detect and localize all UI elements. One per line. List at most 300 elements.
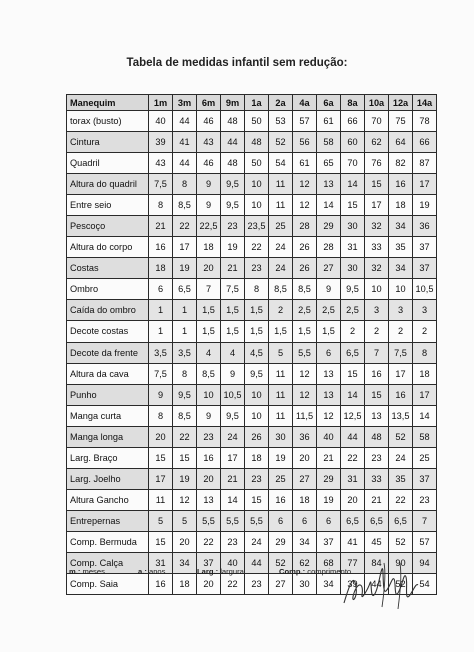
table-cell: 5,5	[197, 510, 221, 531]
table-row	[67, 300, 437, 321]
table-cell: 10	[365, 279, 389, 300]
table-cell: 10	[245, 405, 269, 426]
table-cell: 34	[389, 258, 413, 279]
table-cell: 6	[317, 510, 341, 531]
table-cell: 7,5	[389, 342, 413, 363]
table-row	[67, 111, 437, 132]
table-cell: 40	[149, 111, 173, 132]
table-cell: 37	[413, 258, 437, 279]
table-cell: 46	[197, 111, 221, 132]
table-cell: 70	[365, 111, 389, 132]
row-label: Decote costas	[67, 321, 149, 342]
table-body	[67, 111, 437, 595]
table-cell: 53	[269, 111, 293, 132]
table-cell: 9	[197, 195, 221, 216]
table-cell: 15	[173, 447, 197, 468]
table-cell: 3,5	[173, 342, 197, 363]
table-cell: 17	[173, 237, 197, 258]
column-header-6a: 6a	[317, 95, 341, 111]
table-cell: 18	[293, 489, 317, 510]
table-row	[67, 153, 437, 174]
table-cell: 22	[221, 574, 245, 595]
table-cell: 11	[149, 489, 173, 510]
table-cell: 6	[317, 342, 341, 363]
table-row	[67, 342, 437, 363]
table-cell: 31	[341, 237, 365, 258]
row-label: Caída do ombro	[67, 300, 149, 321]
table-cell: 2,5	[293, 300, 317, 321]
row-label: Ombro	[67, 279, 149, 300]
table-cell: 23	[221, 216, 245, 237]
row-label: Comp. Saia	[67, 574, 149, 595]
table-cell: 1	[149, 321, 173, 342]
table-cell: 17	[389, 363, 413, 384]
table-cell: 5,5	[293, 342, 317, 363]
table-cell: 15	[341, 195, 365, 216]
table-cell: 11	[269, 405, 293, 426]
table-cell: 76	[365, 153, 389, 174]
measurements-table	[66, 94, 437, 595]
table-cell: 2,5	[317, 300, 341, 321]
table-cell: 16	[149, 574, 173, 595]
table-cell: 8	[149, 405, 173, 426]
table-cell: 22	[173, 426, 197, 447]
table-cell: 25	[413, 447, 437, 468]
table-cell: 25	[269, 468, 293, 489]
table-cell: 64	[389, 132, 413, 153]
table-cell: 7	[197, 279, 221, 300]
column-header-1a: 1a	[245, 95, 269, 111]
table-cell: 1,5	[245, 321, 269, 342]
table-cell: 23	[221, 531, 245, 552]
table-cell: 12	[317, 405, 341, 426]
table-cell: 50	[245, 111, 269, 132]
table-cell: 41	[341, 531, 365, 552]
table-row	[67, 384, 437, 405]
table-cell: 36	[413, 216, 437, 237]
table-cell: 35	[389, 237, 413, 258]
table-cell: 52	[389, 574, 413, 595]
table-cell: 28	[293, 216, 317, 237]
table-cell: 2	[413, 321, 437, 342]
row-label: Manga longa	[67, 426, 149, 447]
table-cell: 3,5	[149, 342, 173, 363]
table-cell: 14	[221, 489, 245, 510]
table-cell: 56	[293, 132, 317, 153]
table-cell: 18	[245, 447, 269, 468]
page-title: Tabela de medidas infantil sem redução:	[126, 57, 348, 69]
table-cell: 58	[317, 132, 341, 153]
table-cell: 22	[389, 489, 413, 510]
table-cell: 1,5	[269, 321, 293, 342]
table-cell: 7	[365, 342, 389, 363]
table-cell: 12	[173, 489, 197, 510]
table-cell: 5,5	[245, 510, 269, 531]
table-row	[67, 279, 437, 300]
row-label: Altura Gancho	[67, 489, 149, 510]
table-cell: 20	[149, 426, 173, 447]
row-label: Entrepernas	[67, 510, 149, 531]
table-cell: 43	[197, 132, 221, 153]
column-header-6m: 6m	[197, 95, 221, 111]
table-cell: 30	[293, 574, 317, 595]
table-cell: 31	[149, 552, 173, 573]
row-label: Quadril	[67, 153, 149, 174]
table-cell: 61	[293, 153, 317, 174]
table-cell: 6,5	[341, 342, 365, 363]
table-cell: 10,5	[413, 279, 437, 300]
table-cell: 5	[173, 510, 197, 531]
table-cell: 44	[173, 111, 197, 132]
table-cell: 34	[389, 216, 413, 237]
table-cell: 29	[317, 468, 341, 489]
row-label: Entre seio	[67, 195, 149, 216]
table-cell: 10	[389, 279, 413, 300]
table-cell: 9	[149, 384, 173, 405]
table-cell: 21	[221, 258, 245, 279]
table-cell: 37	[413, 468, 437, 489]
table-cell: 45	[365, 531, 389, 552]
table-cell: 17	[221, 447, 245, 468]
table-cell: 20	[197, 258, 221, 279]
table-row	[67, 174, 437, 195]
table-cell: 12	[293, 174, 317, 195]
table-row	[67, 195, 437, 216]
table-cell: 2	[365, 321, 389, 342]
table-cell: 1,5	[317, 321, 341, 342]
table-cell: 18	[197, 237, 221, 258]
table-cell: 4	[197, 342, 221, 363]
table-cell: 26	[293, 258, 317, 279]
table-cell: 61	[317, 111, 341, 132]
table-cell: 1	[149, 300, 173, 321]
table-cell: 78	[413, 111, 437, 132]
table-cell: 6,5	[389, 510, 413, 531]
table-cell: 6	[149, 279, 173, 300]
table-cell: 30	[269, 426, 293, 447]
table-cell: 10,5	[221, 384, 245, 405]
table-cell: 22	[173, 216, 197, 237]
table-cell: 11	[269, 384, 293, 405]
table-cell: 25	[269, 216, 293, 237]
table-cell: 22	[245, 237, 269, 258]
table-cell: 44	[365, 574, 389, 595]
column-header-14a: 14a	[413, 95, 437, 111]
table-row	[67, 489, 437, 510]
table-cell: 23,5	[245, 216, 269, 237]
table-cell: 19	[413, 195, 437, 216]
table-cell: 37	[197, 552, 221, 573]
table-row	[67, 426, 437, 447]
table-cell: 5	[269, 342, 293, 363]
table-cell: 40	[317, 426, 341, 447]
table-row	[67, 405, 437, 426]
table-cell: 19	[269, 447, 293, 468]
table-cell: 21	[149, 216, 173, 237]
table-cell: 12,5	[341, 405, 365, 426]
table-row	[67, 363, 437, 384]
row-label: Altura do corpo	[67, 237, 149, 258]
table-cell: 2	[389, 321, 413, 342]
column-header-3m: 3m	[173, 95, 197, 111]
table-cell: 26	[245, 426, 269, 447]
table-cell: 10	[245, 384, 269, 405]
table-cell: 32	[365, 216, 389, 237]
table-cell: 52	[389, 426, 413, 447]
table-cell: 9	[221, 363, 245, 384]
table-cell: 19	[317, 489, 341, 510]
table-cell: 41	[173, 132, 197, 153]
table-cell: 23	[413, 489, 437, 510]
column-header-8a: 8a	[341, 95, 365, 111]
table-cell: 17	[365, 195, 389, 216]
row-label: Comp. Calça	[67, 552, 149, 573]
table-cell: 14	[341, 384, 365, 405]
table-cell: 24	[245, 531, 269, 552]
table-cell: 52	[389, 531, 413, 552]
table-cell: 8,5	[173, 405, 197, 426]
table-cell: 22	[341, 447, 365, 468]
table-cell: 2	[269, 300, 293, 321]
table-cell: 11	[269, 174, 293, 195]
table-cell: 2	[341, 321, 365, 342]
table-cell: 8,5	[197, 363, 221, 384]
table-cell: 13,5	[389, 405, 413, 426]
table-cell: 15	[365, 174, 389, 195]
corner-header: Manequim	[67, 95, 149, 111]
table-cell: 52	[269, 132, 293, 153]
table-cell: 6	[293, 510, 317, 531]
table-cell: 6,5	[365, 510, 389, 531]
table-cell: 18	[149, 258, 173, 279]
table-cell: 1	[173, 300, 197, 321]
row-label: Manga curta	[67, 405, 149, 426]
table-cell: 50	[245, 153, 269, 174]
table-cell: 20	[341, 489, 365, 510]
table-cell: 23	[245, 468, 269, 489]
table-cell: 11	[269, 363, 293, 384]
table-cell: 22,5	[197, 216, 221, 237]
table-cell: 20	[197, 574, 221, 595]
table-cell: 13	[197, 489, 221, 510]
table-cell: 52	[269, 552, 293, 573]
table-cell: 62	[365, 132, 389, 153]
table-cell: 4,5	[245, 342, 269, 363]
table-cell: 1,5	[221, 321, 245, 342]
table-cell: 75	[389, 111, 413, 132]
table-cell: 11,5	[293, 405, 317, 426]
table-cell: 31	[341, 468, 365, 489]
table-cell: 15	[245, 489, 269, 510]
table-cell: 3	[389, 300, 413, 321]
column-header-10a: 10a	[365, 95, 389, 111]
row-label: Punho	[67, 384, 149, 405]
table-cell: 82	[389, 153, 413, 174]
table-cell: 8	[149, 195, 173, 216]
table-cell: 8	[413, 342, 437, 363]
table-cell: 16	[389, 174, 413, 195]
table-cell: 5	[149, 510, 173, 531]
table-cell: 1,5	[221, 300, 245, 321]
table-cell: 21	[317, 447, 341, 468]
table-row	[67, 510, 437, 531]
table-cell: 14	[341, 174, 365, 195]
table-row	[67, 237, 437, 258]
table-cell: 18	[173, 574, 197, 595]
table-cell: 19	[173, 468, 197, 489]
table-cell: 15	[341, 363, 365, 384]
table-cell: 44	[221, 132, 245, 153]
table-cell: 46	[197, 153, 221, 174]
table-cell: 58	[413, 426, 437, 447]
table-cell: 15	[149, 531, 173, 552]
table-cell: 20	[197, 468, 221, 489]
table-cell: 27	[293, 468, 317, 489]
table-cell: 9	[197, 174, 221, 195]
row-label: torax (busto)	[67, 111, 149, 132]
row-label: Altura do quadril	[67, 174, 149, 195]
table-cell: 16	[389, 384, 413, 405]
table-cell: 23	[245, 574, 269, 595]
table-cell: 37	[413, 237, 437, 258]
table-cell: 57	[293, 111, 317, 132]
table-cell: 19	[221, 237, 245, 258]
table-cell: 48	[245, 132, 269, 153]
table-cell: 43	[149, 153, 173, 174]
table-cell: 34	[293, 531, 317, 552]
column-header-4a: 4a	[293, 95, 317, 111]
table-cell: 48	[221, 111, 245, 132]
table-cell: 77	[341, 552, 365, 573]
table-cell: 29	[269, 531, 293, 552]
table-cell: 33	[365, 237, 389, 258]
table-cell: 44	[173, 153, 197, 174]
row-label: Larg. Braço	[67, 447, 149, 468]
table-cell: 27	[317, 258, 341, 279]
table-cell: 30	[341, 258, 365, 279]
table-cell: 66	[413, 132, 437, 153]
table-cell: 23	[365, 447, 389, 468]
table-cell: 29	[317, 216, 341, 237]
table-cell: 34	[317, 574, 341, 595]
table-cell: 17	[413, 174, 437, 195]
table-cell: 9,5	[341, 279, 365, 300]
table-cell: 16	[269, 489, 293, 510]
table-cell: 1,5	[245, 300, 269, 321]
table-cell: 8,5	[293, 279, 317, 300]
table-cell: 12	[293, 363, 317, 384]
table-cell: 12	[293, 195, 317, 216]
table-cell: 13	[365, 405, 389, 426]
row-label: Decote da frente	[67, 342, 149, 363]
table-cell: 8	[245, 279, 269, 300]
table-cell: 15	[365, 384, 389, 405]
table-cell: 11	[269, 195, 293, 216]
table-cell: 5,5	[221, 510, 245, 531]
table-cell: 9,5	[221, 174, 245, 195]
table-cell: 8	[173, 363, 197, 384]
table-cell: 6,5	[173, 279, 197, 300]
table-cell: 33	[365, 468, 389, 489]
handwritten-signature	[340, 543, 420, 615]
table-cell: 19	[173, 258, 197, 279]
table-cell: 7,5	[149, 363, 173, 384]
table-cell: 20	[173, 531, 197, 552]
table-cell: 16	[365, 363, 389, 384]
table-cell: 60	[341, 132, 365, 153]
table-cell: 9,5	[221, 405, 245, 426]
table-cell: 57	[413, 531, 437, 552]
table-cell: 21	[365, 489, 389, 510]
table-cell: 54	[413, 574, 437, 595]
table-cell: 94	[413, 552, 437, 573]
row-label: Cintura	[67, 132, 149, 153]
table-cell: 36	[293, 426, 317, 447]
table-cell: 12	[293, 384, 317, 405]
table-cell: 6,5	[341, 510, 365, 531]
table-cell: 1,5	[197, 321, 221, 342]
table-cell: 1,5	[293, 321, 317, 342]
table-cell: 9,5	[245, 363, 269, 384]
table-row	[67, 216, 437, 237]
table-cell: 90	[389, 552, 413, 573]
table-cell: 34	[173, 552, 197, 573]
column-header-9m: 9m	[221, 95, 245, 111]
table-cell: 24	[389, 447, 413, 468]
table-cell: 48	[221, 153, 245, 174]
table-cell: 40	[221, 552, 245, 573]
table-cell: 9,5	[173, 384, 197, 405]
table-cell: 9	[317, 279, 341, 300]
table-cell: 17	[413, 384, 437, 405]
table-cell: 17	[149, 468, 173, 489]
table-cell: 1,5	[197, 300, 221, 321]
table-cell: 13	[317, 363, 341, 384]
table-cell: 8,5	[269, 279, 293, 300]
table-cell: 28	[317, 237, 341, 258]
table-cell: 8,5	[173, 195, 197, 216]
table-cell: 9,5	[221, 195, 245, 216]
table-cell: 44	[341, 426, 365, 447]
table-cell: 48	[365, 426, 389, 447]
table-cell: 15	[149, 447, 173, 468]
table-cell: 30	[341, 216, 365, 237]
table-cell: 22	[197, 531, 221, 552]
row-label: Pescoço	[67, 216, 149, 237]
table-cell: 24	[269, 237, 293, 258]
table-cell: 10	[245, 174, 269, 195]
table-cell: 3	[413, 300, 437, 321]
table-cell: 26	[293, 237, 317, 258]
row-label: Altura da cava	[67, 363, 149, 384]
table-row	[67, 132, 437, 153]
table-header-row	[67, 95, 437, 111]
table-row	[67, 447, 437, 468]
table-cell: 13	[317, 384, 341, 405]
row-label: Costas	[67, 258, 149, 279]
table-cell: 16	[149, 237, 173, 258]
table-cell: 7,5	[221, 279, 245, 300]
column-header-1m: 1m	[149, 95, 173, 111]
table-cell: 54	[269, 153, 293, 174]
table-cell: 44	[245, 552, 269, 573]
table-row	[67, 321, 437, 342]
table-cell: 68	[317, 552, 341, 573]
table-cell: 24	[221, 426, 245, 447]
legend-months: m.: meses	[69, 567, 105, 576]
row-label: Comp. Bermuda	[67, 531, 149, 552]
table-cell: 14	[413, 405, 437, 426]
